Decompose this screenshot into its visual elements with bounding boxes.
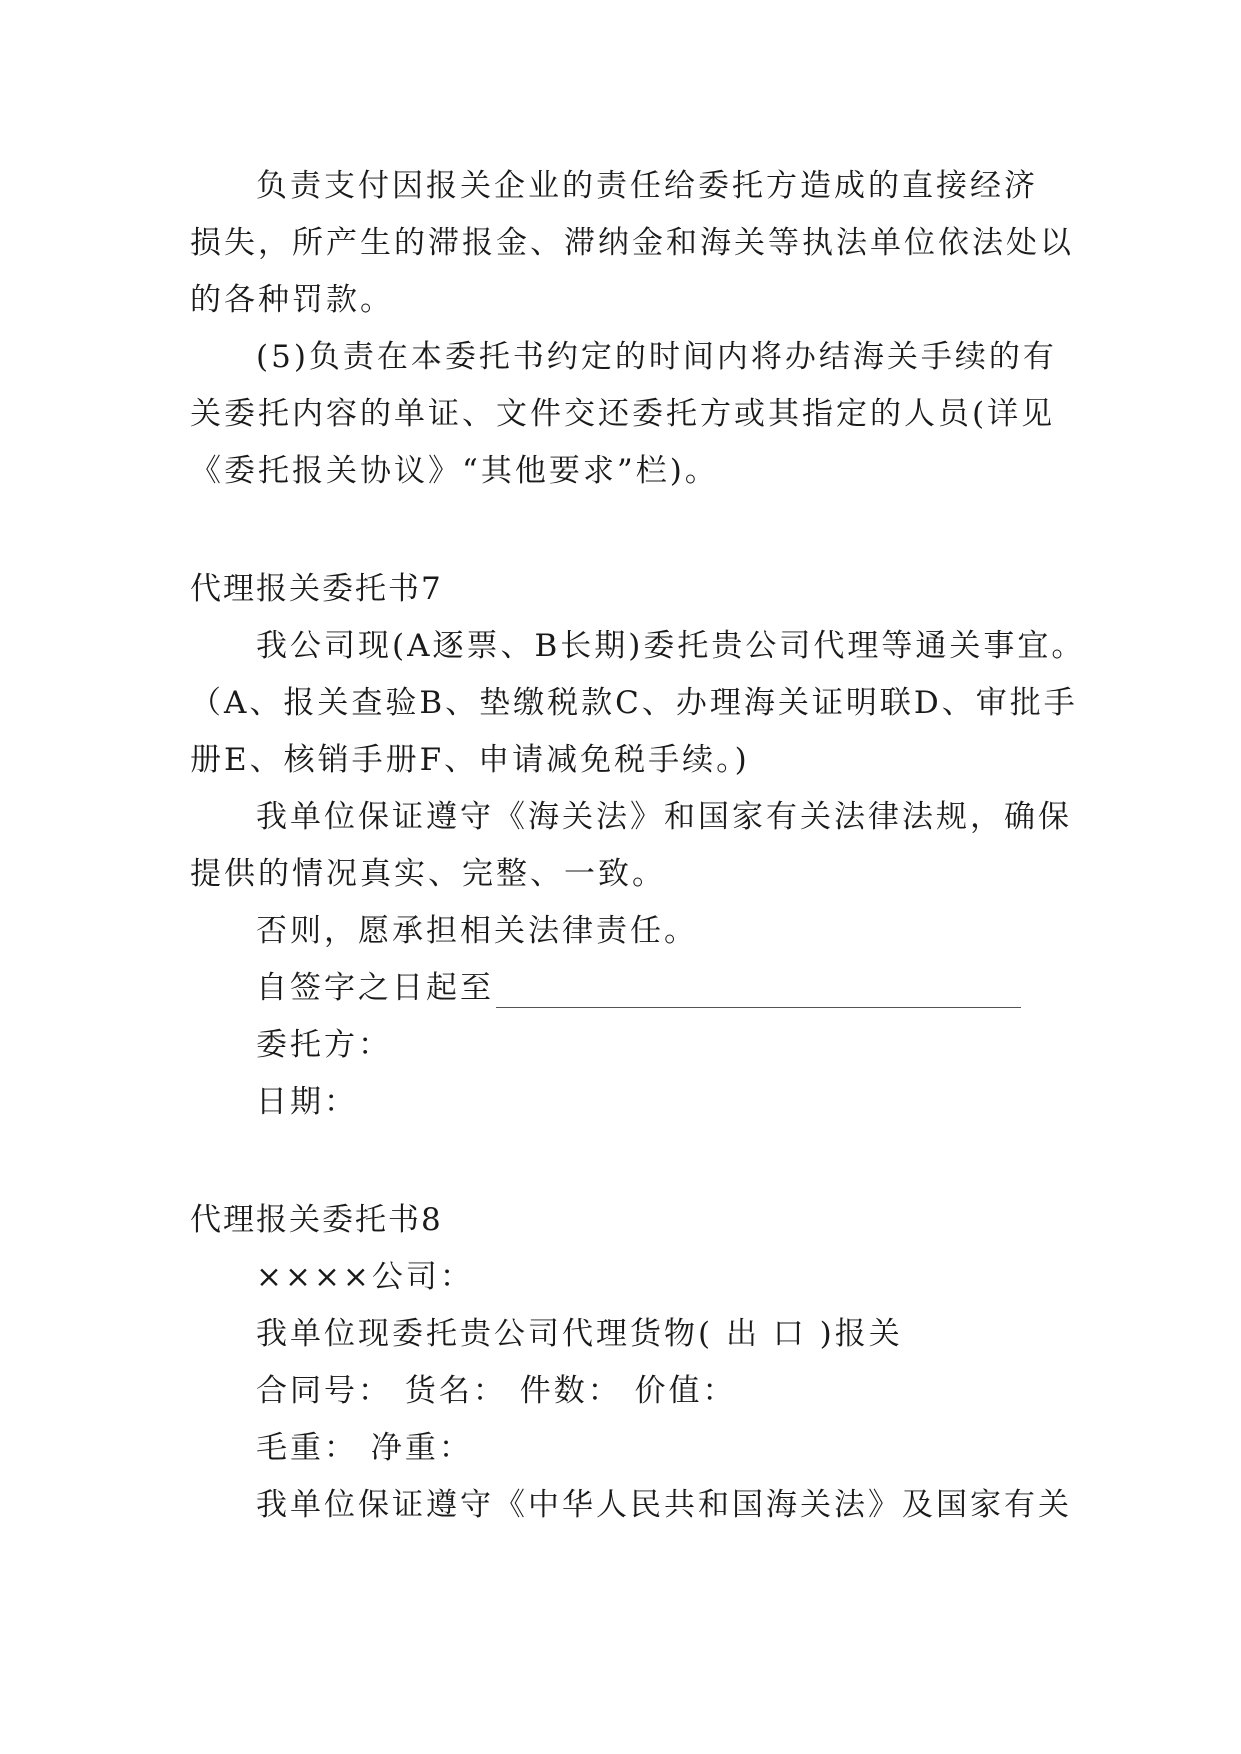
paragraph-line: 我单位保证遵守《海关法》和国家有关法律法规，确保 [256, 799, 1072, 835]
paragraph-line: 我公司现(A逐票、B长期)委托贵公司代理等通关事宜。 [256, 628, 1086, 664]
paragraph-line: 毛重： 净重： [256, 1430, 473, 1466]
sign-date-label: 自签字之日起至 [256, 970, 494, 1006]
paragraph-line: 负责支付因报关企业的责任给委托方造成的直接经济 [256, 168, 1038, 204]
sign-date-line [256, 968, 1021, 1008]
paragraph-line: 《委托报关协议》“其他要求”栏)。 [190, 453, 719, 489]
paragraph-line: 损失，所产生的滞报金、滞纳金和海关等执法单位依法处以 [190, 225, 1074, 261]
paragraph-line: 我单位保证遵守《中华人民共和国海关法》及国家有关 [256, 1487, 1072, 1523]
section-title: 代理报关委托书8 [190, 1202, 443, 1238]
paragraph-line: 否则，愿承担相关法律责任。 [256, 913, 698, 949]
paragraph-line: 关委托内容的单证、文件交还委托方或其指定的人员(详见 [190, 396, 1056, 432]
date-label: 日期： [256, 1084, 358, 1120]
paragraph-line: (5)负责在本委托书约定的时间内将办结海关手续的有 [256, 339, 1057, 375]
addressee: ××××公司： [256, 1259, 474, 1295]
paragraph-line: 的各种罚款。 [190, 282, 394, 318]
blank-underline [496, 977, 1021, 1008]
client-label: 委托方： [256, 1027, 392, 1063]
paragraph-line: 我单位现委托贵公司代理货物( 出 口 )报关 [256, 1316, 903, 1352]
paragraph-line: （A、报关查验B、垫缴税款C、办理海关证明联D、审批手 [190, 685, 1078, 721]
paragraph-line: 提供的情况真实、完整、一致。 [190, 856, 666, 892]
section-title: 代理报关委托书7 [190, 571, 443, 607]
paragraph-line: 合同号： 货名： 件数： 价值： [256, 1373, 737, 1409]
paragraph-line: 册E、核销手册F、申请减免税手续。) [190, 742, 750, 778]
